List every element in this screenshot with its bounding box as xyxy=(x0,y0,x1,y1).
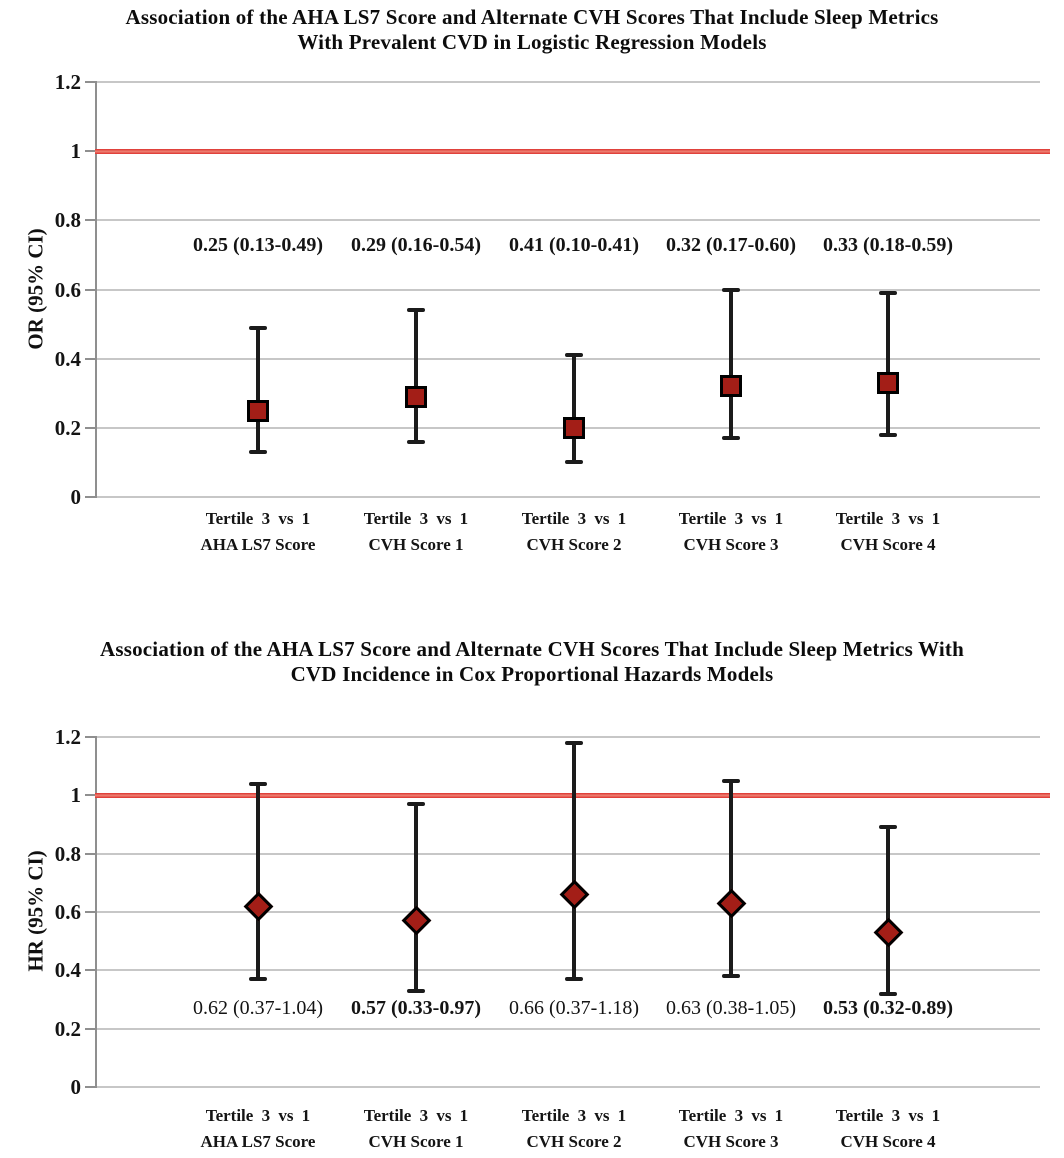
chart-title-line1: Association of the AHA LS7 Score and Alternate CVH Scores That Include Sleep Metrics xyxy=(125,5,939,29)
ci-cap-bottom xyxy=(249,977,267,981)
category-label-line2: CVH Score 2 xyxy=(526,1132,622,1151)
category-label-line2: AHA LS7 Score xyxy=(200,535,316,554)
ci-cap-bottom xyxy=(407,989,425,993)
y-axis-title: HR (95% CI) xyxy=(23,850,48,972)
point-marker-diamond xyxy=(873,918,903,948)
ci-whisker xyxy=(729,290,733,439)
plot-area xyxy=(54,725,1040,1151)
gridline xyxy=(97,219,1040,221)
plot-area xyxy=(54,70,1040,554)
ci-cap-bottom xyxy=(407,440,425,444)
category-label-line1: Tertile 3 vs 1 xyxy=(205,1106,311,1125)
ci-cap-top xyxy=(879,291,897,295)
ci-whisker xyxy=(572,355,576,462)
point-marker-diamond xyxy=(559,880,589,910)
y-tick xyxy=(85,969,97,971)
ci-cap-top xyxy=(722,779,740,783)
category-label-line1: Tertile 3 vs 1 xyxy=(521,1106,627,1125)
category-label xyxy=(163,1103,353,1155)
y-tick xyxy=(85,427,97,429)
estimate-ci-label: 0.33 (0.18-0.59) xyxy=(823,234,953,256)
y-axis-title: OR (95% CI) xyxy=(23,228,48,350)
category-label-line2: CVH Score 4 xyxy=(840,535,936,554)
ci-cap-top xyxy=(249,782,267,786)
y-tick xyxy=(85,794,97,796)
category-label-line1: Tertile 3 vs 1 xyxy=(521,509,627,528)
ci-whisker xyxy=(414,804,418,991)
y-tick-label: 0.4 xyxy=(54,958,81,983)
y-tick-label: 0.4 xyxy=(54,346,81,371)
gridline xyxy=(97,1028,1040,1030)
category-label xyxy=(479,506,669,558)
y-tick-label: 0 xyxy=(70,485,81,509)
category-label-line2: CVH Score 1 xyxy=(368,535,464,554)
gridline xyxy=(97,358,1040,360)
point-marker-diamond xyxy=(243,891,273,921)
category-label-line1: Tertile 3 vs 1 xyxy=(678,509,784,528)
y-tick-label: 0.6 xyxy=(54,900,81,924)
y-tick-label: 0.2 xyxy=(54,1016,81,1041)
category-label-line2: CVH Score 2 xyxy=(526,535,622,554)
estimate-ci-label: 0.63 (0.38-1.05) xyxy=(666,997,796,1019)
y-tick-label: 0.2 xyxy=(54,415,81,440)
category-label xyxy=(479,1103,669,1155)
ci-cap-top xyxy=(249,326,267,330)
category-label xyxy=(321,1103,511,1155)
estimate-ci-label: 0.29 (0.16-0.54) xyxy=(351,234,481,256)
ci-cap-top xyxy=(407,308,425,312)
ci-cap-top xyxy=(879,825,897,829)
y-tick-label: 0.6 xyxy=(54,277,81,302)
gridline xyxy=(97,1086,1040,1088)
category-label-line1: Tertile 3 vs 1 xyxy=(835,509,941,528)
y-axis-line xyxy=(95,82,97,497)
estimate-ci-label: 0.53 (0.32-0.89) xyxy=(823,997,953,1019)
category-label-line2: AHA LS7 Score xyxy=(200,1132,316,1151)
ci-cap-bottom xyxy=(249,450,267,454)
chart-title xyxy=(0,637,1064,687)
point-marker-diamond xyxy=(401,906,431,936)
ci-cap-top xyxy=(565,353,583,357)
point-marker-square xyxy=(405,386,427,408)
category-label-line2: CVH Score 3 xyxy=(683,1132,779,1151)
point-marker-square xyxy=(877,372,899,394)
ci-whisker xyxy=(886,827,890,993)
ci-cap-bottom xyxy=(565,460,583,464)
gridline xyxy=(97,150,1040,152)
gridline xyxy=(97,427,1040,429)
category-label-line2: CVH Score 3 xyxy=(683,535,779,554)
y-tick xyxy=(85,736,97,738)
y-tick-label: 1.2 xyxy=(54,725,81,749)
ci-cap-bottom xyxy=(879,433,897,437)
category-label-line1: Tertile 3 vs 1 xyxy=(205,509,311,528)
category-label xyxy=(636,506,826,558)
ci-cap-bottom xyxy=(879,992,897,996)
y-tick-label: 1.2 xyxy=(54,70,81,94)
y-tick-label: 0 xyxy=(70,1075,81,1099)
chart-title-line2: With Prevalent CVD in Logistic Regression Models xyxy=(297,30,767,54)
ci-whisker xyxy=(256,328,260,453)
category-label xyxy=(793,506,983,558)
ci-cap-top xyxy=(407,802,425,806)
category-label-line2: CVH Score 4 xyxy=(840,1132,936,1151)
estimate-ci-label: 0.32 (0.17-0.60) xyxy=(666,234,796,256)
estimate-ci-label: 0.41 (0.10-0.41) xyxy=(509,234,639,256)
gridline xyxy=(97,794,1040,796)
gridline xyxy=(97,496,1040,498)
ci-cap-top xyxy=(565,741,583,745)
estimate-ci-label: 0.66 (0.37-1.18) xyxy=(509,997,639,1019)
gridline xyxy=(97,853,1040,855)
y-tick xyxy=(85,853,97,855)
estimate-ci-label: 0.25 (0.13-0.49) xyxy=(193,234,323,256)
ci-whisker xyxy=(256,784,260,979)
ci-whisker xyxy=(729,781,733,976)
point-marker-square xyxy=(247,400,269,422)
chart-title-line1: Association of the AHA LS7 Score and Alternate CVH Scores That Include Sleep Metrics With xyxy=(99,637,965,661)
ci-whisker xyxy=(414,310,418,441)
gridline xyxy=(97,969,1040,971)
point-marker-square xyxy=(720,375,742,397)
y-tick xyxy=(85,1086,97,1088)
gridline xyxy=(97,81,1040,83)
y-tick xyxy=(85,358,97,360)
y-tick xyxy=(85,911,97,913)
reference-line xyxy=(95,793,1050,798)
y-tick xyxy=(85,81,97,83)
y-tick xyxy=(85,1028,97,1030)
y-tick xyxy=(85,150,97,152)
ci-cap-top xyxy=(722,288,740,292)
ci-whisker xyxy=(886,293,890,435)
ci-cap-bottom xyxy=(565,977,583,981)
point-marker-diamond xyxy=(716,888,746,918)
category-label xyxy=(793,1103,983,1155)
ci-whisker xyxy=(572,743,576,979)
point-marker-square xyxy=(563,417,585,439)
y-tick-label: 0.8 xyxy=(54,841,81,866)
reference-line xyxy=(95,149,1050,154)
category-label-line1: Tertile 3 vs 1 xyxy=(363,509,469,528)
y-tick xyxy=(85,289,97,291)
category-label-line1: Tertile 3 vs 1 xyxy=(678,1106,784,1125)
category-label-line1: Tertile 3 vs 1 xyxy=(835,1106,941,1125)
category-label xyxy=(163,506,353,558)
ci-cap-bottom xyxy=(722,974,740,978)
estimate-ci-label: 0.62 (0.37-1.04) xyxy=(193,997,323,1019)
y-tick-label: 1 xyxy=(70,783,81,808)
y-axis-line xyxy=(95,737,97,1087)
gridline xyxy=(97,289,1040,291)
y-tick xyxy=(85,496,97,498)
y-tick-label: 0.8 xyxy=(54,208,81,233)
category-label xyxy=(321,506,511,558)
gridline xyxy=(97,736,1040,738)
category-label xyxy=(636,1103,826,1155)
gridline xyxy=(97,911,1040,913)
chart-title xyxy=(0,5,1064,55)
category-label-line2: CVH Score 1 xyxy=(368,1132,464,1151)
category-label-line1: Tertile 3 vs 1 xyxy=(363,1106,469,1125)
estimate-ci-label: 0.57 (0.33-0.97) xyxy=(351,997,481,1019)
chart-title-line2: CVD Incidence in Cox Proportional Hazards Models xyxy=(290,662,774,686)
y-tick-label: 1 xyxy=(70,139,81,164)
ci-cap-bottom xyxy=(722,436,740,440)
y-tick xyxy=(85,219,97,221)
